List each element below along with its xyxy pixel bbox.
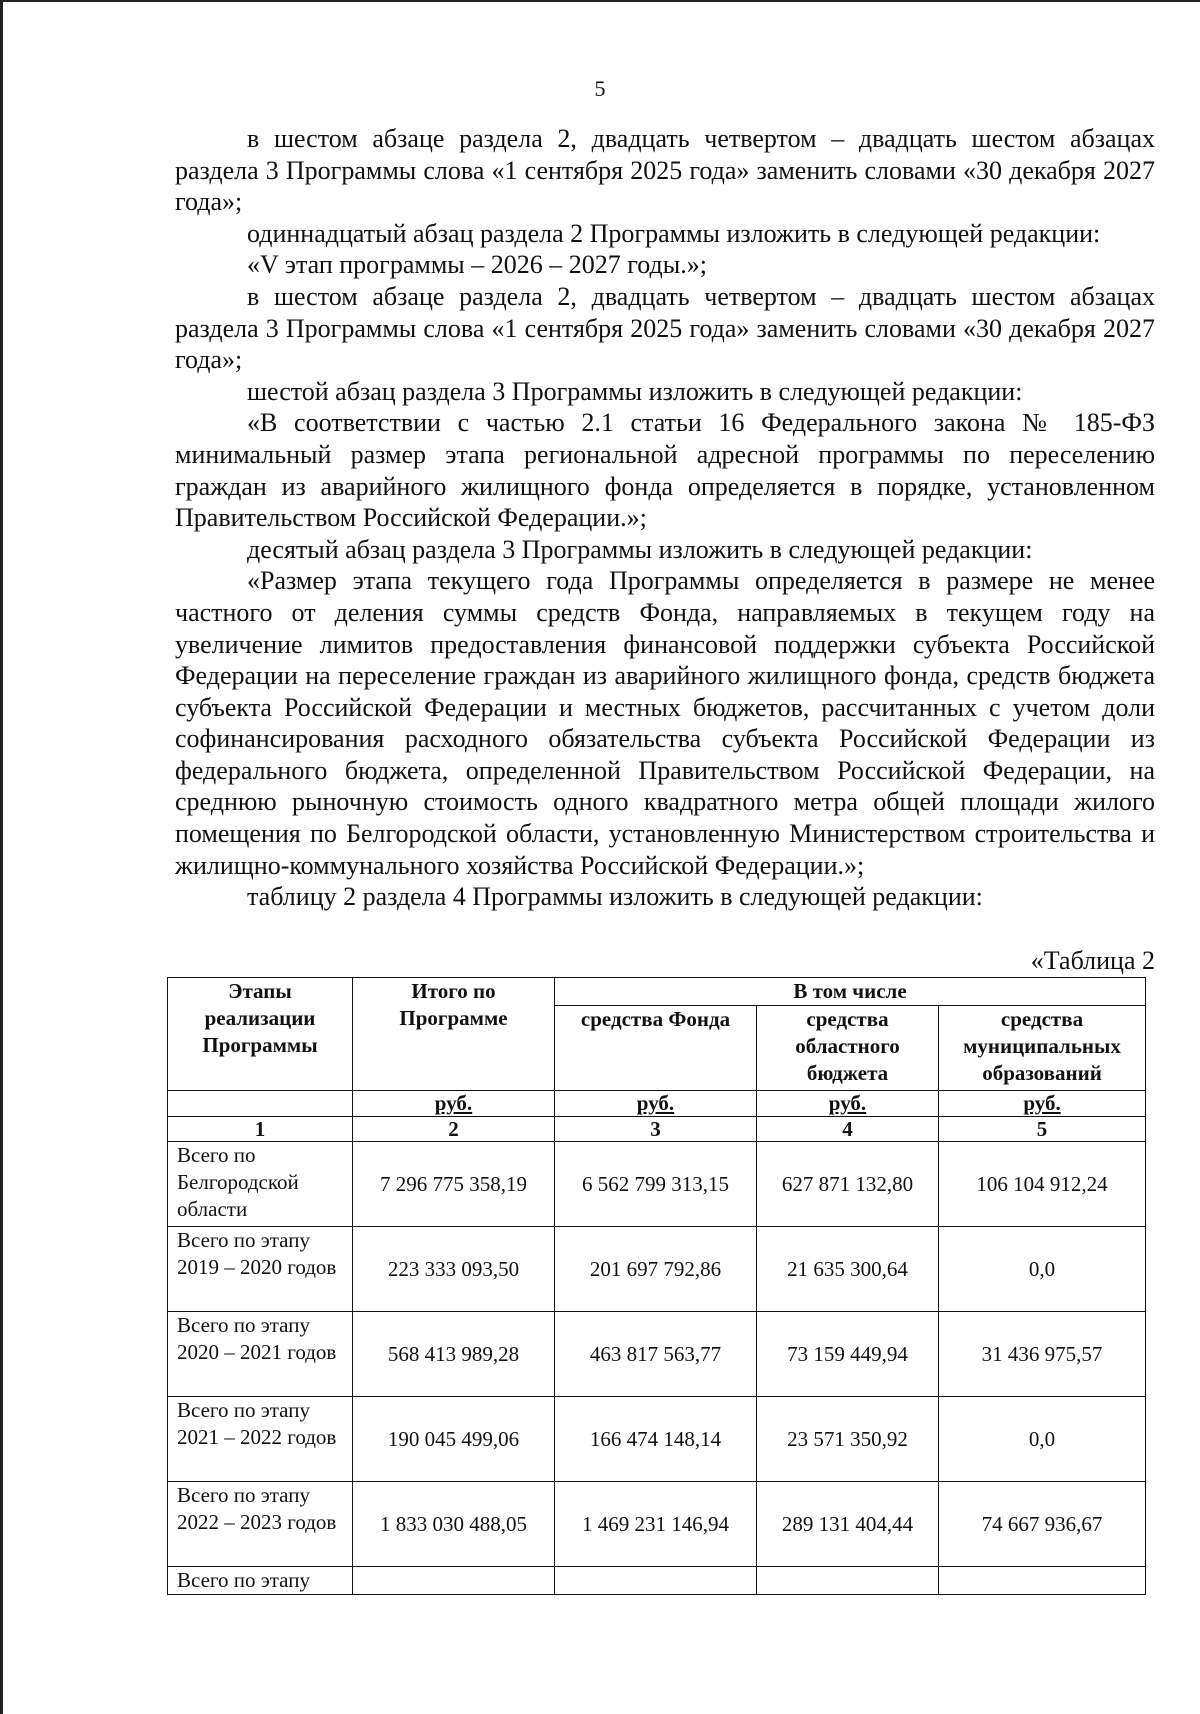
header-stages: Этапы реализации Программы: [168, 978, 353, 1091]
table-row: [168, 1227, 1146, 1312]
unit-cell-empty: [168, 1091, 353, 1117]
row-label: Всего по этапу 2021 – 2022 годов: [168, 1397, 353, 1482]
cell-municipal: 74 667 936,67: [939, 1482, 1146, 1567]
cell-fund: [555, 1567, 757, 1595]
column-number: 2: [353, 1117, 555, 1142]
column-number: 4: [757, 1117, 939, 1142]
program-table: [167, 977, 1146, 1595]
cell-regional: 21 635 300,64: [757, 1227, 939, 1312]
unit-total: руб.: [353, 1091, 555, 1117]
body-text: [175, 123, 1155, 913]
header-regional: средства областного бюджета: [757, 1006, 939, 1091]
column-number: 3: [555, 1117, 757, 1142]
cell-total: 568 413 989,28: [353, 1312, 555, 1397]
cell-regional: 23 571 350,92: [757, 1397, 939, 1482]
cell-municipal: 106 104 912,24: [939, 1142, 1146, 1227]
unit-fund: руб.: [555, 1091, 757, 1117]
cell-regional: 627 871 132,80: [757, 1142, 939, 1227]
cell-regional: [757, 1567, 939, 1595]
cell-fund: 1 469 231 146,94: [555, 1482, 757, 1567]
unit-regional: руб.: [757, 1091, 939, 1117]
paragraph: в шестом абзаце раздела 2, двадцать четвертом – двадцать шестом абзацах раздела 3 Программы слова «1 сентября 2025 года» заменить словами «30 декабря 2027 года»;: [175, 124, 1155, 217]
cell-total: [353, 1567, 555, 1595]
cell-fund: 166 474 148,14: [555, 1397, 757, 1482]
row-label: Всего по Белгородской области: [168, 1142, 353, 1227]
paragraph: «V этап программы – 2026 – 2027 годы.»;: [247, 250, 707, 280]
paragraph: одиннадцатый абзац раздела 2 Программы изложить в следующей редакции:: [247, 218, 1101, 248]
table-row: [168, 1482, 1146, 1567]
cell-total: 7 296 775 358,19: [353, 1142, 555, 1227]
page-number: 5: [594, 76, 606, 101]
row-label: Всего по этапу: [168, 1567, 353, 1595]
cell-fund: 6 562 799 313,15: [555, 1142, 757, 1227]
column-number: 1: [168, 1117, 353, 1142]
cell-fund: 463 817 563,77: [555, 1312, 757, 1397]
paragraph: таблицу 2 раздела 4 Программы изложить в следующей редакции:: [247, 882, 983, 912]
scan-edge-top: [0, 0, 1200, 2]
table-row: [168, 1142, 1146, 1227]
paragraph: в шестом абзаце раздела 2, двадцать четвертом – двадцать шестом абзацах раздела 3 Программы слова «1 сентября 2025 года» заменить словами «30 декабря 2027 года»;: [175, 281, 1155, 375]
header-total: Итого по Программе: [353, 978, 555, 1091]
cell-municipal: 31 436 975,57: [939, 1312, 1146, 1397]
paragraph: десятый абзац раздела 3 Программы изложить в следующей редакции:: [247, 534, 1033, 564]
row-label: Всего по этапу 2019 – 2020 годов: [168, 1227, 353, 1312]
paragraph: «В соответствии с частью 2.1 статьи 16 Федерального закона № 185-ФЗ минимальный размер этапа региональной адресной программы по переселению граждан из аварийного жилищного фонда определяется в порядке, установленном Правительством Российской Федерации.»;: [175, 408, 1155, 533]
paragraph: «Размер этапа текущего года Программы определяется в размере не менее частного от деления суммы средств Фонда, направляемых в текущем году на увеличение лимитов предоставления финансовой поддержки субъекта Российской Федерации на переселение граждан из аварийного жилищного фонда, средств бюджета субъекта Российской Федерации и местных бюджетов, рассчитанных с учетом доли софинансирования расходного обязательства субъекта Российской Федерации из федерального бюджета, определенной Правительством Российской Федерации, на среднюю рыночную стоимость одного квадратного метра общей площади жилого помещения по Белгородской области, установленную Министерством строительства и жилищно-коммунального хозяйства Российской Федерации.»;: [175, 566, 1155, 880]
header-including: В том числе: [555, 978, 1146, 1006]
cell-municipal: 0,0: [939, 1397, 1146, 1482]
table-row: [168, 1312, 1146, 1397]
cell-municipal: [939, 1567, 1146, 1595]
cell-municipal: 0,0: [939, 1227, 1146, 1312]
cell-regional: 289 131 404,44: [757, 1482, 939, 1567]
scan-edge-left: [0, 0, 3, 1714]
table-row: [168, 1397, 1146, 1482]
cell-regional: 73 159 449,94: [757, 1312, 939, 1397]
table-row: [168, 1567, 1146, 1595]
header-fund: средства Фонда: [555, 1006, 757, 1091]
unit-municipal: руб.: [939, 1091, 1146, 1117]
cell-total: 190 045 499,06: [353, 1397, 555, 1482]
row-label: Всего по этапу 2020 – 2021 годов: [168, 1312, 353, 1397]
row-label: Всего по этапу 2022 – 2023 годов: [168, 1482, 353, 1567]
header-municipal: средства муниципальных образований: [939, 1006, 1146, 1091]
cell-total: 223 333 093,50: [353, 1227, 555, 1312]
table-caption: «Таблица 2: [1030, 946, 1155, 975]
cell-fund: 201 697 792,86: [555, 1227, 757, 1312]
column-number: 5: [939, 1117, 1146, 1142]
paragraph: шестой абзац раздела 3 Программы изложить в следующей редакции:: [247, 376, 1023, 406]
cell-total: 1 833 030 488,05: [353, 1482, 555, 1567]
